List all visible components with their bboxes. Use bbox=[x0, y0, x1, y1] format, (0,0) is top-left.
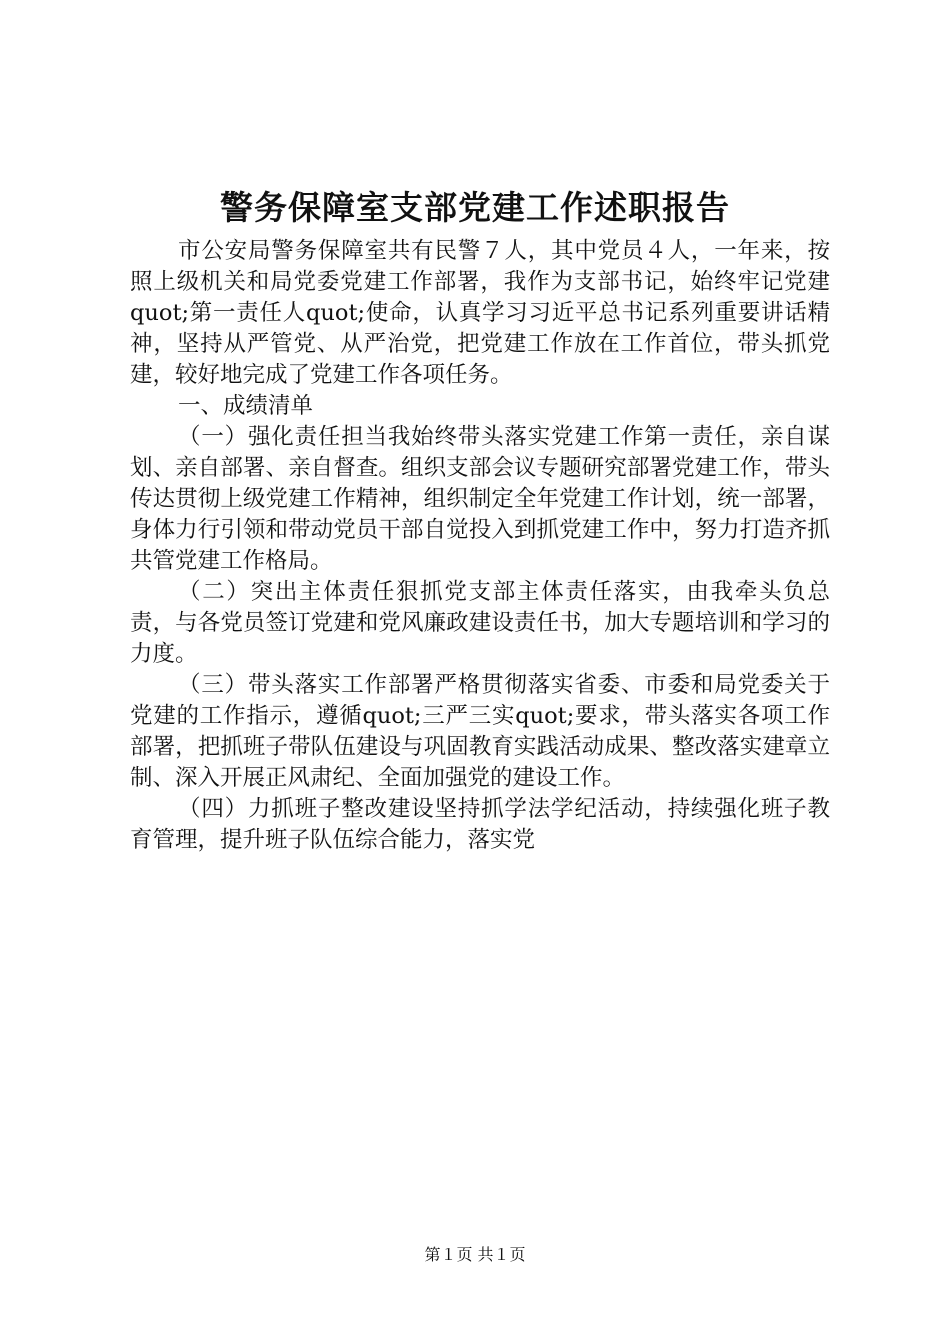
page-footer: 第１页 共１页 bbox=[424, 1245, 526, 1264]
section-heading-achievements: 一、成绩清单 bbox=[178, 393, 314, 419]
paragraph-item-2: （二）突出主体责任狠抓党支部主体责任落实，由我牵头负总责，与各党员签订党建和党风廉政建设责任书，加大专题培训和学习的力度。 bbox=[130, 579, 830, 667]
paragraph-item-1: （一）强化责任担当我始终带头落实党建工作第一责任，亲自谋划、亲自部署、亲自督查。组织支部会议专题研究部署党建工作，带头传达贯彻上级党建工作精神，组织制定全年党建工作计划，统一部署，身体力行引领和带动党员干部自觉投入到抓党建工作中，努力打造齐抓共管党建工作格局。 bbox=[130, 424, 830, 574]
paragraph-item-3: （三）带头落实工作部署严格贯彻落实省委、市委和局党委关于党建的工作指示，遵循quot;三严三实quot;要求，带头落实各项工作部署，把抓班子带队伍建设与巩固教育实践活动成果、整改落实建章立制、深入开展正风肃纪、全面加强党的建设工作。 bbox=[130, 672, 830, 791]
paragraph-intro: 市公安局警务保障室共有民警７人，其中党员４人，一年来，按照上级机关和局党委党建工作部署，我作为支部书记，始终牢记党建quot;第一责任人quot;使命，认真学习习近平总书记系列重要讲话精神，坚持从严管党、从严治党，把党建工作放在工作首位，带头抓党建，较好地完成了党建工作各项任务。 bbox=[130, 238, 830, 388]
document-body bbox=[130, 236, 830, 856]
paragraph-item-4: （四）力抓班子整改建设坚持抓学法学纪活动，持续强化班子教育管理，提升班子队伍综合能力，落实党 bbox=[130, 796, 830, 853]
document-title: 警务保障室支部党建工作述职报告 bbox=[220, 188, 730, 227]
